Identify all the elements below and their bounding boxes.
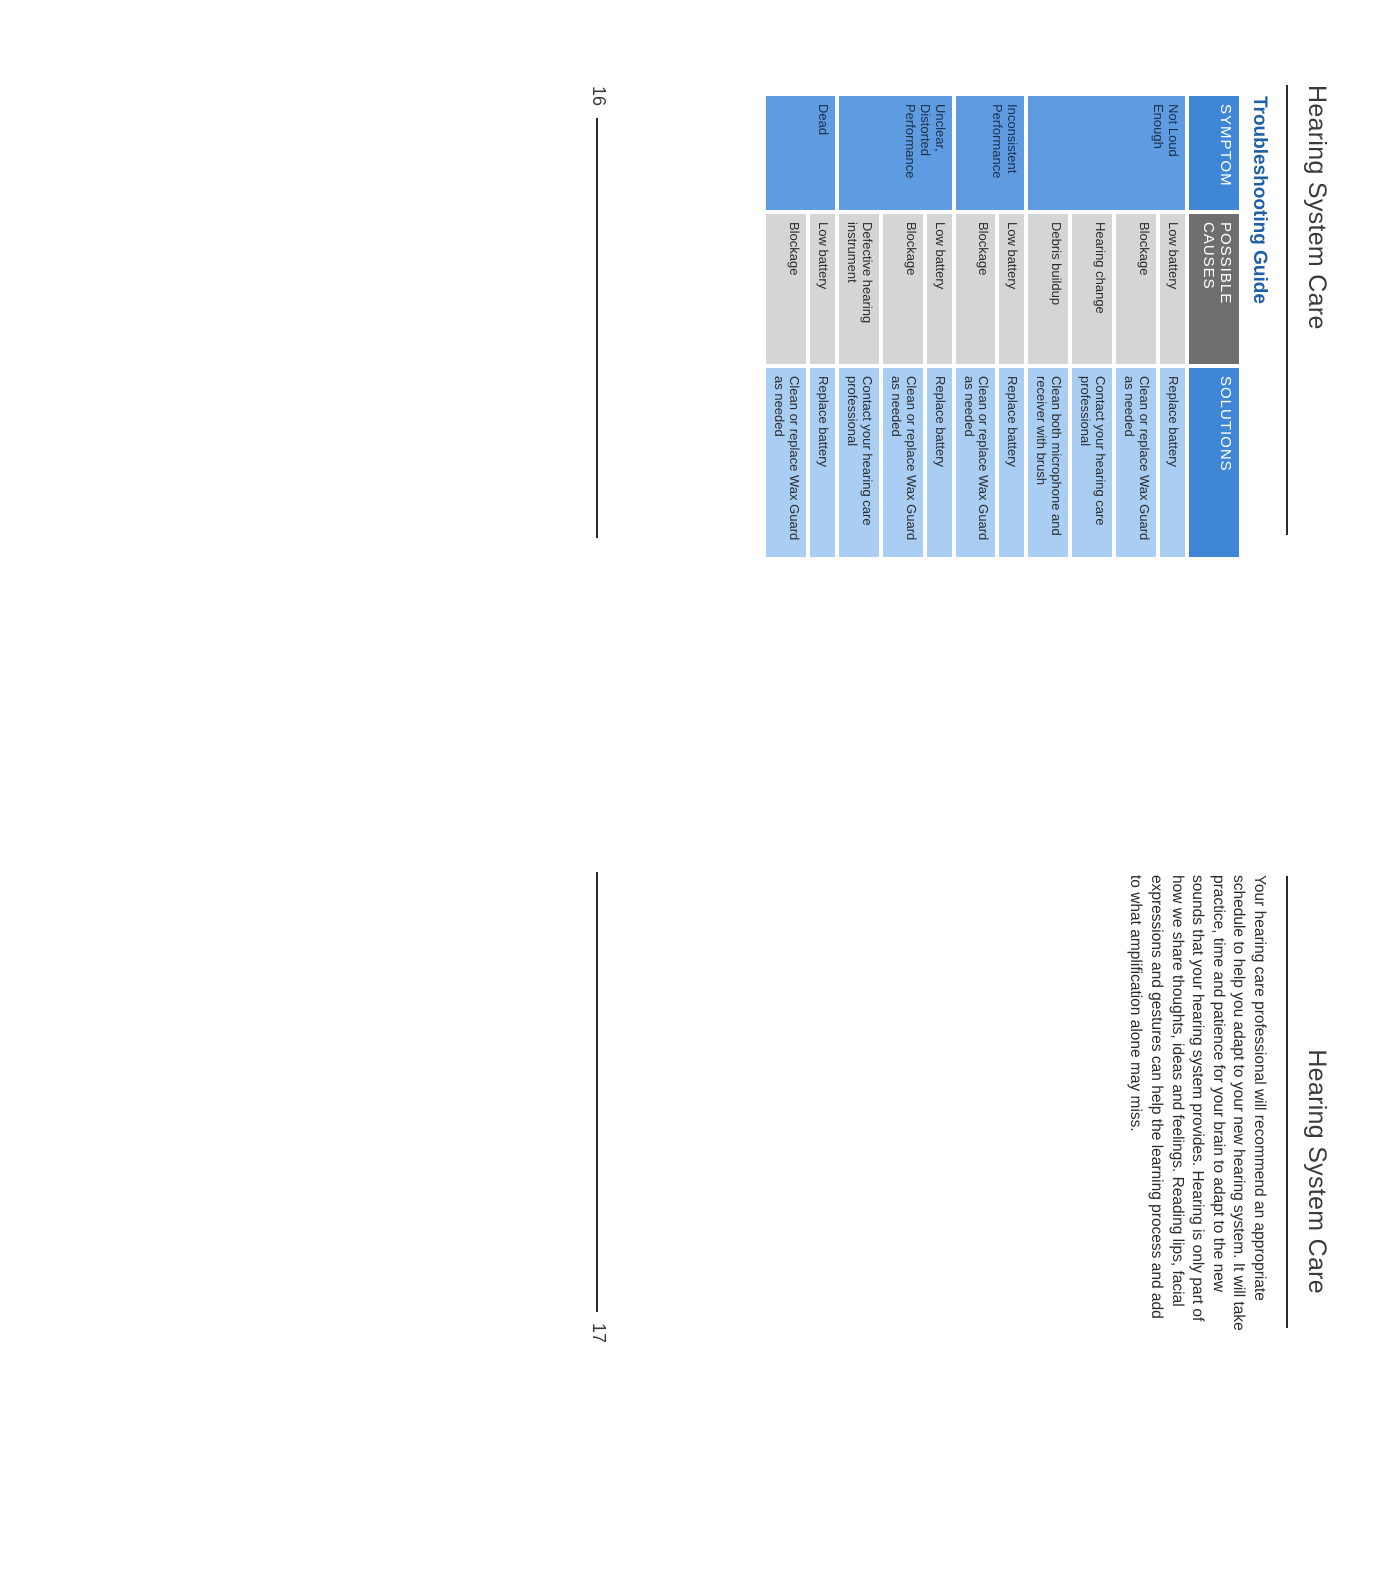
table-header-row: [1189, 96, 1239, 557]
symptom-cell: Not Loud Enough: [1028, 96, 1185, 210]
cause-cell: Blockage: [1116, 214, 1156, 364]
solution-cell: Replace battery: [1000, 368, 1025, 557]
solution-cell: Replace battery: [927, 368, 952, 557]
header-solutions: SOLUTIONS: [1189, 368, 1239, 557]
table-row: [810, 96, 835, 557]
symptom-cell: Dead: [766, 96, 835, 210]
cause-cell: Defective hearing instrument: [839, 214, 879, 364]
header-rule: [1286, 876, 1288, 1328]
symptom-cell: Inconsistent Performance: [956, 96, 1025, 210]
solution-cell: Contact your hearing care professional: [839, 368, 879, 557]
solution-cell: Clean or replace Wax Guard as needed: [766, 368, 806, 557]
cause-cell: Low battery: [810, 214, 835, 364]
header-possible-causes: POSSIBLE CAUSES: [1189, 214, 1239, 364]
solution-cell: Contact your hearing care professional: [1072, 368, 1112, 557]
cause-cell: Low battery: [1160, 214, 1185, 364]
page-number: 16: [589, 86, 609, 107]
page-number: 17: [589, 1323, 609, 1344]
footer-rule: [597, 118, 599, 538]
solution-cell: Clean or replace Wax Guard as needed: [883, 368, 923, 557]
header-symptom: SYMPTOM: [1189, 96, 1239, 210]
solution-cell: Replace battery: [810, 368, 835, 557]
left-page: [573, 0, 1373, 770]
cause-cell: Blockage: [766, 214, 806, 364]
symptom-cell: Unclear, Distorted Performance: [839, 96, 952, 210]
document-spread: [573, 0, 1373, 1540]
table-row: [1000, 96, 1025, 557]
page-header-title: Hearing System Care: [1303, 85, 1331, 330]
header-rule: [1286, 85, 1288, 535]
cause-cell: Low battery: [927, 214, 952, 364]
cause-cell: Hearing change: [1072, 214, 1112, 364]
footer-rule: [597, 872, 599, 1312]
solution-cell: Replace battery: [1160, 368, 1185, 557]
troubleshooting-guide-title: Troubleshooting Guide: [1249, 96, 1270, 304]
solution-cell: Clean or replace Wax Guard as needed: [956, 368, 996, 557]
solution-cell: Clean both microphone and receiver with brush: [1028, 368, 1068, 557]
body-paragraph: Your hearing care professional will recommend an appropriate schedule to help you adapt to your new hearing system. It will take practice, time and patience for your brain to adapt to the new sounds that your hearing system provides. Hearing is only part of how we share thoughts, ideas and feelings. Reading lips, facial expressions and gestures can help the learning process and add to what amplification alone may miss.: [1127, 875, 1268, 1331]
cause-cell: Low battery: [1000, 214, 1025, 364]
cause-cell: Blockage: [956, 214, 996, 364]
right-page: [573, 790, 1373, 1540]
solution-cell: Clean or replace Wax Guard as needed: [1116, 368, 1156, 557]
troubleshooting-table: [762, 92, 1243, 561]
page-header-title: Hearing System Care: [1303, 1049, 1331, 1294]
table-row: [1160, 96, 1185, 557]
table-row: [927, 96, 952, 557]
cause-cell: Debris buildup: [1028, 214, 1068, 364]
cause-cell: Blockage: [883, 214, 923, 364]
